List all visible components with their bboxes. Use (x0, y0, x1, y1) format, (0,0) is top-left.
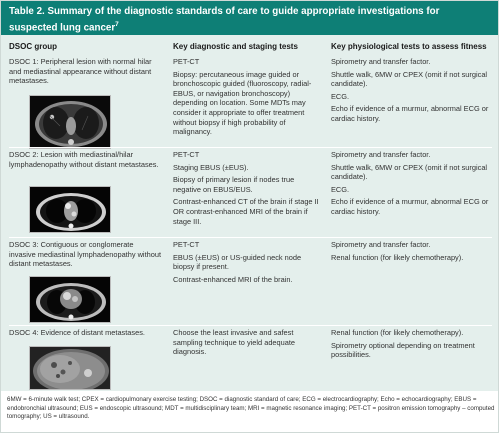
diagnostic-item: Contrast-enhanced MRI of the brain. (173, 274, 293, 284)
physiological-item: Shuttle walk, 6MW or CPEX (omit if not surgical candidate). (331, 162, 488, 182)
physiological-cell (331, 240, 491, 262)
physiological-item: Echo if evidence of a murmur, abnormal ECG or cardiac history. (331, 197, 489, 216)
physiological-item: Spirometry and transfer factor. (331, 57, 431, 66)
row-divider (9, 325, 492, 326)
physiological-item: Shuttle walk, 6MW or CPEX (omit if not surgical candidate). (331, 69, 488, 89)
ct-scan-chest-lung-window-icon (29, 95, 111, 149)
diagnostic-cell (173, 150, 323, 226)
physiological-item: Renal function (for likely chemotherapy). (331, 252, 464, 262)
dsoc-group-text: DSOC 4: Evidence of distant metastases. (9, 328, 145, 337)
physiological-item: ECG. (331, 184, 350, 194)
table-row (9, 150, 161, 169)
table-body (1, 35, 498, 391)
row-divider (9, 237, 492, 238)
diagnostic-item: Biopsy: percutaneous image guided or bronchoscopic guided (fluoroscopy, radial-EBUS, or navigation bronchoscopy) depending on location. Some MDTs may consider it appropriate to offer treatment without biopsy if high probability of malignancy. (173, 69, 312, 137)
diagnostic-item: Contrast-enhanced CT of the brain if stage II OR contrast-enhanced MRI of the brain if stage III. (173, 197, 319, 226)
table-row (9, 328, 161, 338)
diagnostic-item: Choose the least invasive and safest sampling technique to yield adequate diagnosis. (173, 328, 296, 357)
dsoc-group-text: DSOC 3: Contiguous or conglomerate invasive mediastinal lymphadenopathy without distant metastases. (9, 240, 162, 269)
table-title-reference: 7 (115, 21, 119, 28)
diagnostic-item: Biopsy of primary lesion if nodes true negative on EBUS/EUS. (173, 175, 295, 194)
table-title (1, 1, 498, 35)
physiological-item: Spirometry and transfer factor. (331, 240, 431, 249)
physiological-cell (331, 150, 491, 217)
ct-scan-conglomerate-nodes-icon (29, 276, 111, 323)
ct-scan-liver-metastases-icon (29, 346, 111, 390)
physiological-item: Echo if evidence of a murmur, abnormal ECG or cardiac history. (331, 104, 489, 123)
physiological-cell (331, 328, 491, 360)
column-header-physiological-tests: Key physiological tests to assess fitness (331, 42, 487, 51)
column-header-diagnostic-tests: Key diagnostic and staging tests (173, 42, 298, 51)
row-divider (9, 147, 492, 148)
table-row (9, 240, 161, 269)
physiological-item: Renal function (for likely chemotherapy). (331, 328, 464, 337)
diagnostic-item: PET-CT (173, 57, 200, 66)
diagnostic-item: PET-CT (173, 240, 200, 249)
table-footnote: 6MW = 6-minute walk test; CPEX = cardiopulmonary exercise testing; DSOC = diagnostic standard of care; ECG = electrocardiography; Echo = echocardiography; EBUS = endobronchial ultrasound; EUS = endoscopic ultrasound; MDT = multidisciplinary team; MRI = magnetic resonance imaging; PET-CT = positron emission tomography – computed tomography; US = ultrasound. (7, 396, 495, 421)
diagnostic-cell (173, 57, 323, 137)
dsoc-group-text: DSOC 2: Lesion with mediastinal/hilar lymphadenopathy without distant metastases. (9, 150, 159, 169)
physiological-item: Spirometry optional depending on treatment possibilities. (331, 340, 475, 360)
diagnostic-cell (173, 328, 323, 357)
table-title-text: Table 2. Summary of the diagnostic standards of care to guide appropriate investigations for suspected lung cancer (9, 6, 440, 34)
ct-scan-mediastinal-lymphadenopathy-icon (29, 186, 111, 233)
physiological-item: Spirometry and transfer factor. (331, 150, 431, 159)
diagnostic-item: PET-CT (173, 150, 200, 159)
physiological-cell (331, 57, 491, 124)
dsoc-group-text: DSOC 1: Peripheral lesion with normal hilar and mediastinal appearance without distant metastases. (9, 57, 152, 86)
diagnostic-cell (173, 240, 323, 284)
diagnostic-item: Staging EBUS (±EUS). (173, 162, 249, 172)
table-row (9, 57, 161, 86)
physiological-item: ECG. (331, 91, 350, 101)
diagnostic-item: EBUS (±EUS) or US-guided neck node biopsy if present. (173, 252, 302, 272)
column-header-dsoc-group: DSOC group (9, 42, 57, 51)
